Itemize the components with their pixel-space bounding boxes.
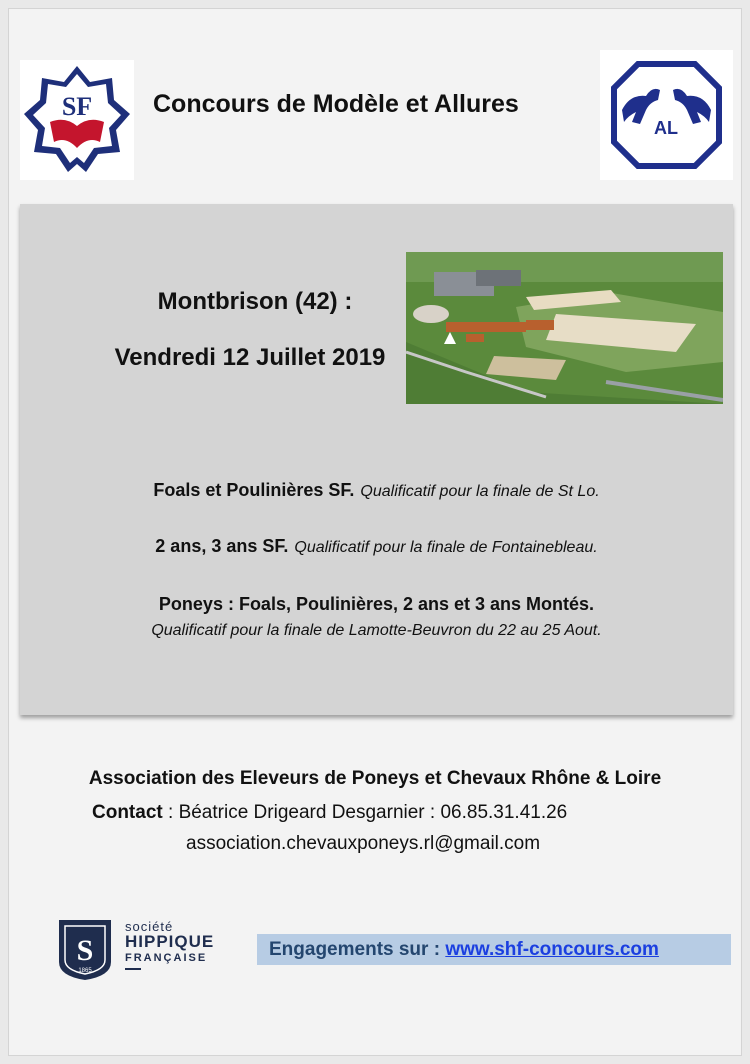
shf-line3: FRANÇAISE	[125, 952, 208, 964]
engagement-banner	[257, 934, 731, 965]
category-1	[20, 480, 733, 501]
category-3	[20, 594, 733, 615]
event-location: Montbrison (42) :	[157, 288, 353, 315]
svg-text:1865: 1865	[78, 968, 92, 974]
category-2	[20, 536, 733, 557]
shf-underline	[125, 968, 141, 970]
shf-line1: société	[125, 919, 174, 934]
category-2-note: Qualificatif pour la finale de Fontainebleau.	[294, 539, 598, 556]
category-1-note: Qualificatif pour la finale de St Lo.	[360, 483, 600, 500]
page-title: Concours de Modèle et Allures	[153, 90, 519, 118]
event-date: Vendredi 12 Juillet 2019	[114, 344, 386, 371]
category-2-name: 2 ans, 3 ans SF.	[155, 536, 289, 556]
engage-label: Engagements sur :	[269, 939, 446, 960]
svg-text:AL: AL	[654, 118, 678, 138]
sf-logo	[20, 60, 134, 180]
contact-label: Contact	[92, 802, 163, 823]
horses-octagon-icon	[600, 50, 733, 180]
venue-aerial-photo	[406, 252, 723, 404]
contact-line	[92, 802, 567, 824]
sf-star-icon	[20, 60, 134, 180]
category-3-note: Qualificatif pour la finale de Lamotte-Beuvron du 22 au 25 Aout.	[151, 622, 602, 639]
contact-value: : Béatrice Drigeard Desgarnier : 06.85.31.41.26	[162, 802, 568, 823]
category-1-name: Foals et Poulinières SF.	[153, 480, 355, 500]
svg-text:S: S	[76, 934, 94, 967]
shf-concours-link[interactable]: www.shf-concours.com	[445, 939, 659, 960]
svg-text:SF: SF	[61, 92, 93, 121]
shf-wordmark	[125, 918, 214, 970]
shf-shield-icon	[55, 918, 117, 982]
association-name: Association des Eleveurs de Poneys et Chevaux Rhône & Loire	[88, 768, 662, 789]
category-3-name: Poneys : Foals, Poulinières, 2 ans et 3 ans Montés.	[158, 594, 595, 614]
event-info-box	[20, 204, 733, 715]
al-logo	[600, 50, 733, 180]
contact-email: association.chevauxponeys.rl@gmail.com	[186, 833, 541, 854]
shf-logo	[55, 918, 245, 982]
shf-line2: HIPPIQUE	[125, 932, 215, 951]
